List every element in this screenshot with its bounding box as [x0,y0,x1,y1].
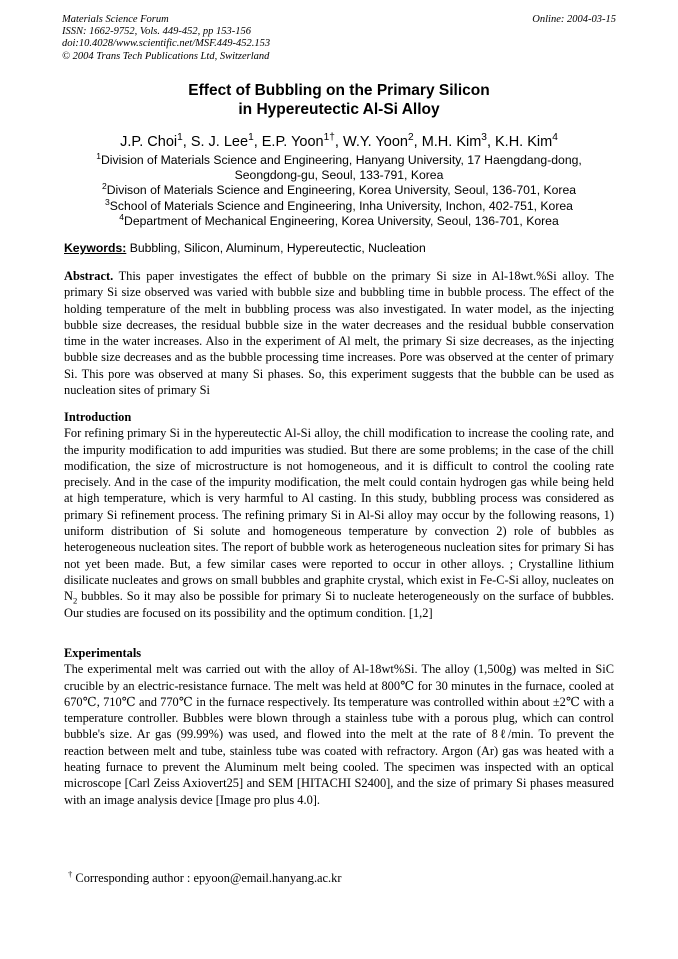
keywords-label: Keywords: [64,241,127,255]
affil-text: Division of Materials Science and Engineering, Hanyang University, 17 Haengdang-dong, [100,153,582,167]
affil-text: School of Materials Science and Engineering, Inha University, Inchon, 402-751, Korea [109,198,573,213]
affil-mark: 4 [119,211,125,222]
author-affil-mark: 1 [248,132,254,144]
author-list [0,133,678,151]
author [120,134,191,150]
author [343,134,422,150]
introduction-paragraph [64,425,614,621]
experimentals-paragraph: The experimental melt was carried out with the alloy of Al-18wt%Si. The alloy (1,500g) was melted in SiC crucible by an electric-resistance furnace. The melt was held at 800℃ for 30 minutes in the furnace, cooled at 670℃, 710℃ and 770℃ in the furnace respectively. Its temperature was controlled within about ±2℃ with a temperature controller. Bubbles were blown through a stainless tube with a porous plug, which can control bubble's size. Ar gas (99.99%) was used, and flowed into the melt at the rate of 8ℓ/min. To prevent the reaction between melt and tube, stainless tube was coated with refractory. Argon (Ar) gas was heated with a heating furnace to prevent the Aluminum melt being cooled. The specimen was inspected with an optical microscope [Carl Zeiss Axiovert25] and SEM [HITACHI S2400], and the size of primary Si phases measured with an image analysis device [Image pro plus 4.0]. [64,662,614,807]
paper-title [0,81,678,119]
author-name: J.P. Choi [120,134,178,150]
keywords-text: Bubbling, Silicon, Aluminum, Hypereutectic, Nucleation [126,241,426,255]
author-separator: , [334,134,343,150]
author-separator: , [413,134,422,150]
author-name: S. J. Lee [190,134,249,150]
affil-text: Department of Mechanical Engineering, Korea University, Seoul, 136-701, Korea [124,213,559,228]
doi-line: doi:10.4028/www.scientific.net/MSF.449-452.153 [62,38,271,50]
introduction-section [64,409,614,621]
author [495,134,558,150]
title-line-2: in Hypereutectic Al-Si Alloy [238,101,440,118]
issn-line: ISSN: 1662-9752, Vols. 449-452, pp 153-156 [62,26,251,38]
affiliation-1-cont: Seongdong-gu, Seoul, 133-791, Korea [234,168,444,183]
subscript: 2 [72,595,78,606]
affil-mark: 2 [102,181,107,192]
introduction-text-a: For refining primary Si in the hypereutectic Al-Si alloy, the chill modification to increase the cooling rate, and the impurity modification to add impurities was studied. But there are some problems; in the case of the chill modification, the size of microstructure is not homogeneous, and it is difficult to control the cooling rate precisely. And in the case of the impurity modification, the melt could contain hydrogen gas while being held at high temperature, which is very harmful to Al casting. In this study, bubbling process was considered as primary Si refinement process. The refining primary Si in Al-Si alloy may occur by the following reasons, 1) uniform distribution of Si solute and homogeneous temperature by convection 2) role of bubbles as heterogeneous nucleation sites. The report of bubble work as heterogeneous nucleation sites for primary Si has not yet been made. But, a few similar cases were reported to occur in other alloys. ; Crystalline lithium disilicate nucleates and grows on small bubbles and graphite crystal, which exist in Fe-C-Si alloy, nucleates on N [64,426,614,604]
affiliation-2 [0,183,678,198]
author-affil-mark: 1 [177,132,183,144]
online-date: Online: 2004-03-15 [532,14,616,25]
journal-name: Materials Science Forum [62,14,169,25]
footnote-mark: † [68,868,73,879]
author-name: E.P. Yoon [261,134,324,150]
affil-text: Divison of Materials Science and Engineering, Korea University, Seoul, 136-701, Korea [106,183,576,198]
author-separator: , [253,134,262,150]
author-affil-mark: 3 [481,132,487,144]
author-separator: , [182,134,191,150]
experimentals-section [64,645,614,808]
page-header [62,14,616,63]
author-affil-mark: 4 [552,132,558,144]
introduction-heading: Introduction [64,410,132,424]
experimentals-heading: Experimentals [64,646,142,660]
author [422,134,495,150]
author-name: K.H. Kim [495,134,553,150]
author-affil-mark: 2 [407,132,414,144]
abstract-text: This paper investigates the effect of bubble on the primary Si size in Al-18wt.%Si alloy. The primary Si size observed was varied with bubble size and bubbling time in bubble process. The effect of the holding temperature of the melt in bubbling process was also investigated. In water model, as the injecting bubble size decreases, the residual bubble size in the water decreases and the residual bubble conservation time in the water increases. Also in the experiment of Al melt, the primary Si size decreases, as the injecting bubble size decreases and as the bubble processing time increases. Pore was observed at the center of primary Si. This pore was observed at many Si phases. So, this experiment suggests that the bubble can be used as nucleation sites of primary Si [64,269,614,398]
keywords [64,241,616,256]
affiliation-3 [0,196,678,214]
abstract-label: Abstract. [64,269,114,283]
author-name: W.Y. Yoon [342,134,408,150]
affiliation-list [0,150,678,229]
author-separator: , [486,134,495,150]
affiliation-4 [0,211,678,229]
copyright-line: © 2004 Trans Tech Publications Ltd, Switzerland [62,50,270,62]
affil-mark: 3 [105,196,110,207]
author [262,134,343,150]
footnote-text: Corresponding author : epyoon@email.hanyang.ac.kr [72,871,342,885]
title-line-1: Effect of Bubbling on the Primary Silicon [188,82,490,99]
affil-mark: 1 [96,150,101,161]
abstract [64,268,614,398]
introduction-text-b: bubbles. So it may also be possible for primary Si to nucleate heterogeneously on the surface of bubbles. Our studies are focused on its possibility and the optimum condition. [1,2] [64,589,614,620]
author-name: M.H. Kim [421,134,482,150]
author [191,134,262,150]
footnote [68,868,342,886]
affiliation-1 [0,150,678,168]
author-affil-mark: 1† [323,132,335,144]
